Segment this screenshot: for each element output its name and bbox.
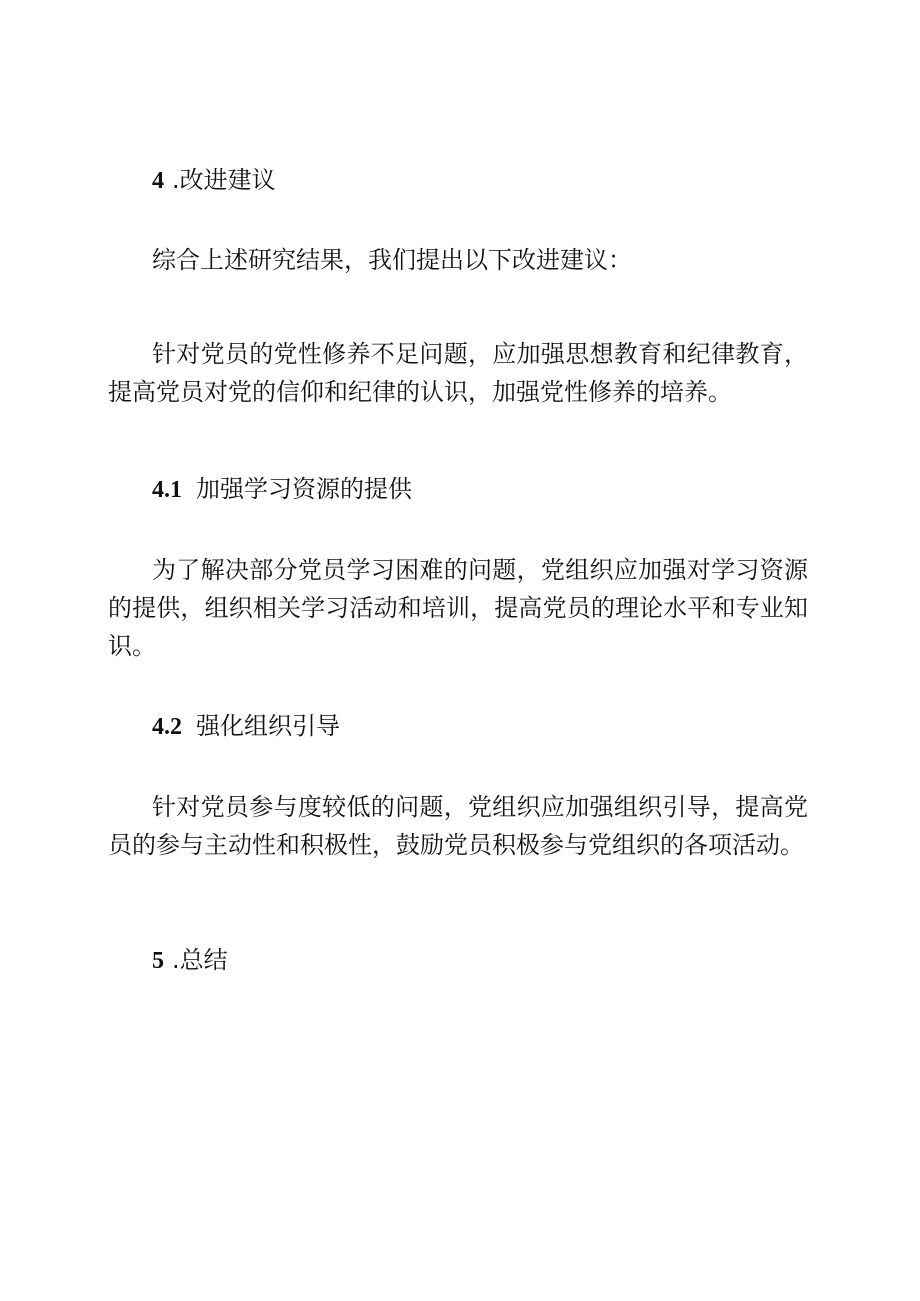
section-number: 4.1 xyxy=(152,477,182,503)
section-title: .改进建议 xyxy=(172,166,276,194)
section-heading-4 xyxy=(152,165,276,196)
paragraph-intro: 综合上述研究结果，我们提出以下改进建议： xyxy=(152,246,632,274)
section-heading-5 xyxy=(152,945,228,976)
section-heading-4-1 xyxy=(152,474,412,505)
paragraph-organization-guidance: 针对党员参与度较低的问题，党组织应加强组织引导，提高党员的参与主动性和积极性，鼓励党员积极参与党组织的各项活动。 xyxy=(108,793,808,859)
section-title: .总结 xyxy=(172,946,228,974)
section-number: 4 xyxy=(152,168,164,194)
paragraph-party-spirit: 针对党员的党性修养不足问题，应加强思想教育和纪律教育，提高党员对党的信仰和纪律的认识，加强党性修养的培养。 xyxy=(108,340,808,406)
section-number: 5 xyxy=(152,948,164,974)
section-number: 4.2 xyxy=(152,714,182,740)
section-heading-4-2 xyxy=(152,711,340,742)
section-title: 强化组织引导 xyxy=(196,712,340,740)
section-title: 加强学习资源的提供 xyxy=(196,475,412,503)
paragraph-learning-resources: 为了解决部分党员学习困难的问题，党组织应加强对学习资源的提供，组织相关学习活动和培训，提高党员的理论水平和专业知识。 xyxy=(108,556,808,660)
